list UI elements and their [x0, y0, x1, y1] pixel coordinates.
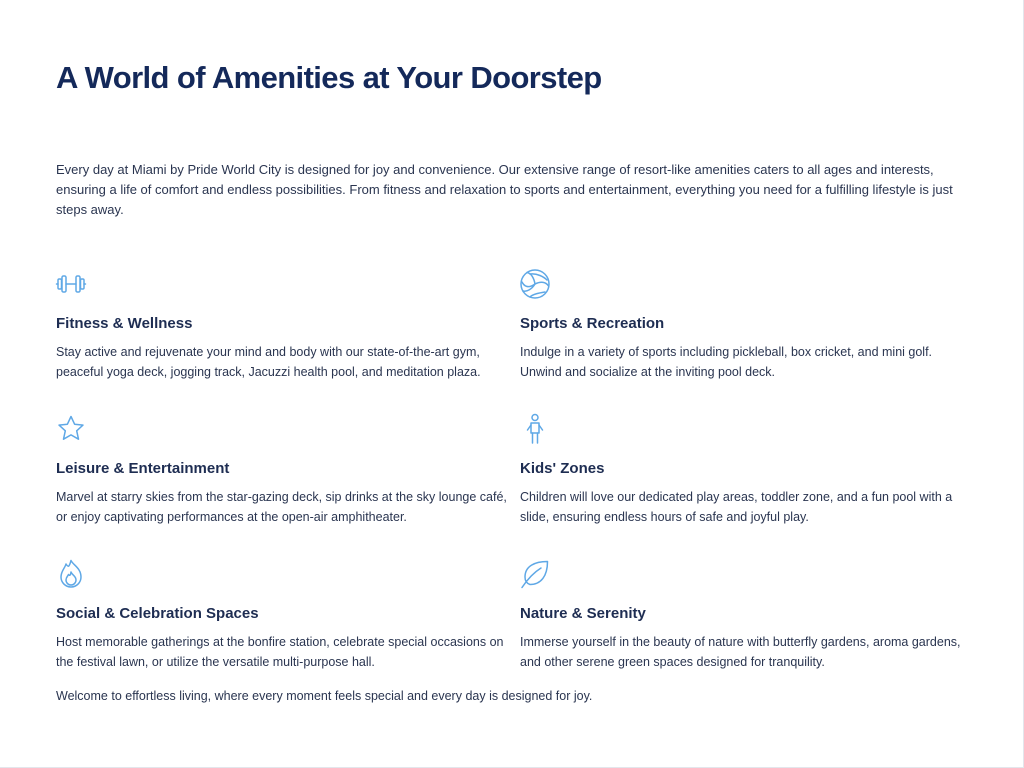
- feature-description: Immerse yourself in the beauty of nature with butterfly gardens, aroma gardens, and other serene green spaces designed for tranquility.: [520, 635, 961, 669]
- feature-title: Leisure & Entertainment: [56, 460, 230, 477]
- feature-nature-serenity: [520, 558, 975, 672]
- feature-title: Sports & Recreation: [520, 315, 665, 332]
- feature-title: Kids' Zones: [520, 460, 605, 477]
- feature-fitness-wellness: [56, 268, 511, 382]
- feature-title: Nature & Serenity: [520, 605, 646, 622]
- feature-description: Stay active and rejuvenate your mind and body with our state-of-the-art gym, peaceful yoga deck, jogging track, Jacuzzi health pool, and meditation plaza.: [56, 345, 481, 379]
- feature-kids-zones: [520, 413, 975, 527]
- page-title: A World of Amenities at Your Doorstep: [56, 60, 602, 95]
- intro-paragraph: Every day at Miami by Pride World City is designed for joy and convenience. Our extensive range of resort-like amenities caters to all ages and interests, ensuring a life of comfort and endless possibilities. From fitness and relaxation to sports and entertainment, everything you need for a fulfilling lifestyle is just steps away.: [56, 162, 953, 217]
- feature-title: Fitness & Wellness: [56, 315, 193, 332]
- feature-title: Social & Celebration Spaces: [56, 605, 259, 622]
- feature-leisure-entertainment: [56, 413, 511, 527]
- feature-description: Indulge in a variety of sports including pickleball, box cricket, and mini golf. Unwind and socialize at the inviting pool deck.: [520, 345, 933, 379]
- volleyball-icon: [519, 268, 551, 300]
- feature-sports-recreation: [520, 268, 975, 382]
- leaf-icon: [519, 558, 551, 590]
- feature-description: Children will love our dedicated play areas, toddler zone, and a fun pool with a slide, ensuring endless hours of safe and joyful play.: [520, 490, 953, 524]
- feature-description: Host memorable gatherings at the bonfire station, celebrate special occasions on the festival lawn, or utilize the versatile multi-purpose hall.: [56, 635, 504, 669]
- dumbbell-icon: [55, 268, 87, 300]
- star-icon: [55, 413, 87, 445]
- feature-description: Marvel at starry skies from the star-gazing deck, sip drinks at the sky lounge café, or enjoy captivating performances at the open-air amphitheater.: [56, 490, 507, 524]
- feature-social-celebration: [56, 558, 511, 672]
- flame-icon: [55, 558, 87, 590]
- child-icon: [519, 413, 551, 445]
- closing-statement: Welcome to effortless living, where every moment feels special and every day is designed for joy.: [56, 689, 593, 703]
